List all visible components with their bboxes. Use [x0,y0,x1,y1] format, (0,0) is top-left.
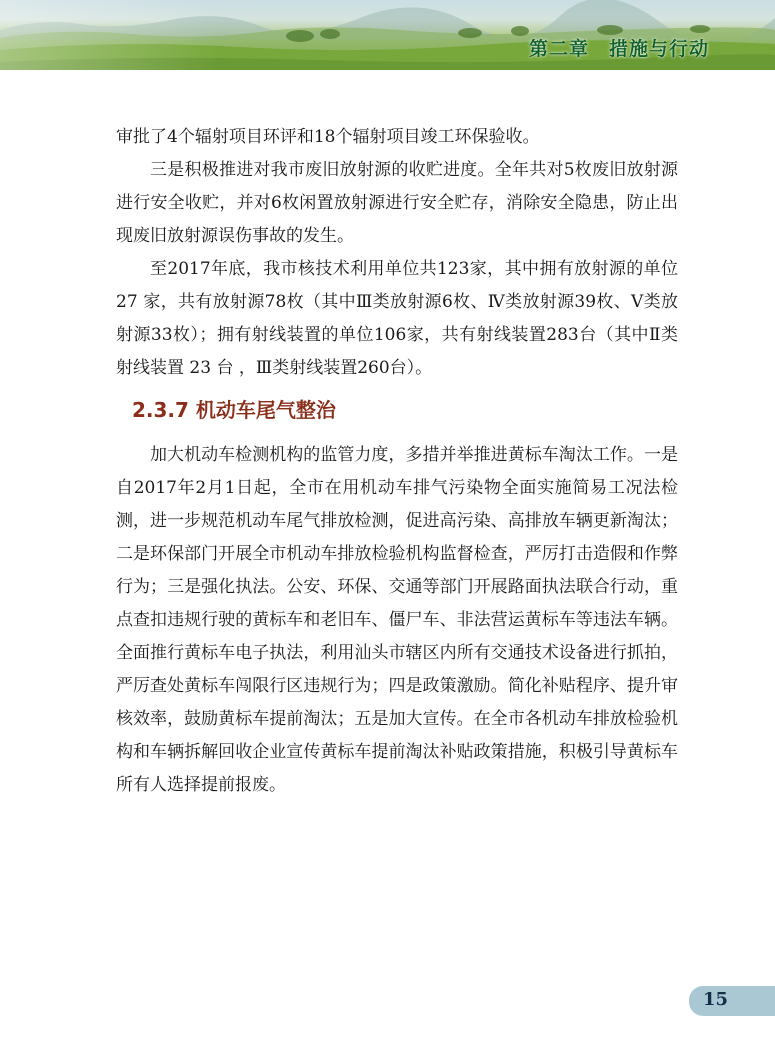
paragraph-2: 三是积极推进对我市废旧放射源的收贮进度。全年共对5枚废旧放射源进行安全收贮，并对6枚闲置放射源进行安全贮存，消除安全隐患，防止出现废旧放射源误伤事故的发生。 [116,160,678,246]
paragraph-3: 至2017年底，我市核技术利用单位共123家，其中拥有放射源的单位 27 家，共有放射源78枚（其中Ⅲ类放射源6枚、Ⅳ类放射源39枚、Ⅴ类放射源33枚）；拥有射线装置的单位106家，共有射线装置283台（其中Ⅱ类射线装置 23 台 ，Ⅲ类射线装置260台）。 [116,259,678,378]
banner-fade [0,0,220,70]
page-number: 15 [703,989,729,1010]
page-number-tab [689,986,775,1016]
paragraph-4: 加大机动车检测机构的监管力度，多措并举推进黄标车淘汰工作。一是自2017年2月1日起，全市在用机动车排气污染物全面实施简易工况法检测，进一步规范机动车尾气排放检测，促进高污染、高排放车辆更新淘汰；二是环保部门开展全市机动车排放检验机构监督检查，严厉打击造假和作弊行为；三是强化执法。公安、环保、交通等部门开展路面执法联合行动，重点查扣违规行驶的黄标车和老旧车、僵尸车、非法营运黄标车等违法车辆。全面推行黄标车电子执法，利用汕头市辖区内所有交通技术设备进行抓拍，严厉查处黄标车闯限行区违规行为；四是政策激励。简化补贴程序、提升审核效率，鼓励黄标车提前淘汰；五是加大宣传。在全市各机动车排放检验机构和车辆拆解回收企业宣传黄标车提前淘汰补贴政策措施，积极引导黄标车所有人选择提前报废。 [116,445,678,795]
page-content [116,121,678,802]
section-heading: 2.3.7 机动车尾气整治 [132,398,336,422]
chapter-title: 第二章 措施与行动 [528,38,709,60]
paragraph-1: 审批了4个辐射项目环评和18个辐射项目竣工环保验收。 [116,127,540,147]
header-banner [0,0,775,70]
